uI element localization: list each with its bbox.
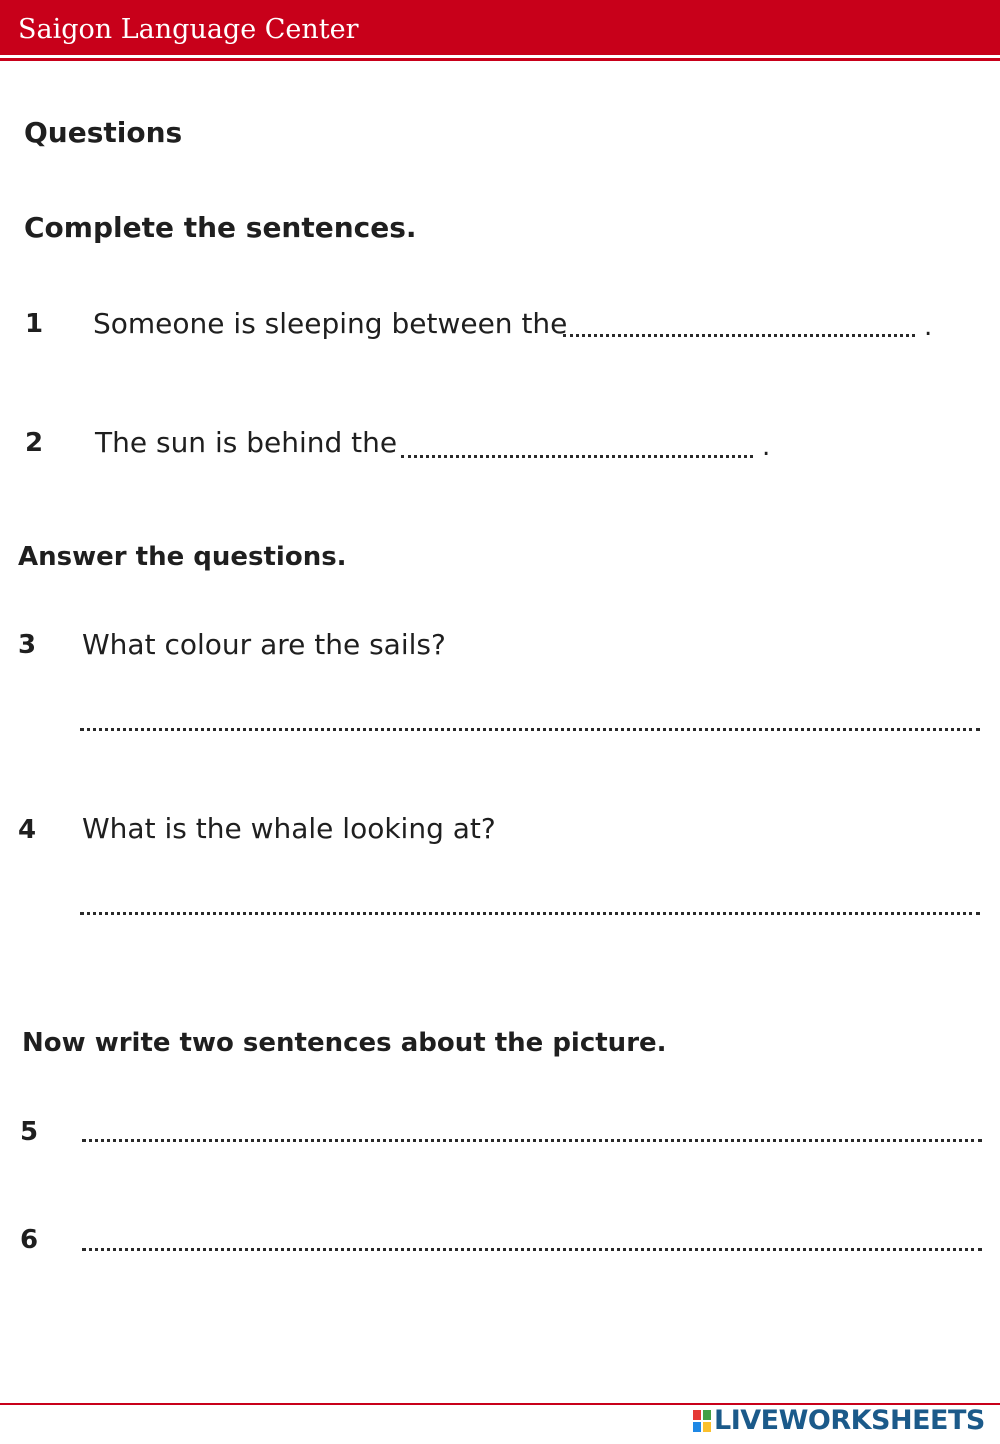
answer-blank-4[interactable]	[80, 912, 980, 915]
item-text: The sun is behind the	[95, 426, 398, 459]
item-number: 5	[20, 1117, 39, 1147]
answer-blank-2[interactable]	[401, 455, 753, 458]
answer-instruction: Answer the questions.	[18, 542, 347, 572]
answer-blank-6[interactable]	[82, 1248, 982, 1251]
item-text: What colour are the sails?	[82, 628, 446, 661]
write-instruction: Now write two sentences about the picture.	[22, 1028, 667, 1058]
item-text: Someone is sleeping between the	[93, 307, 568, 340]
logo-text: LIVEWORKSHEETS	[714, 1405, 985, 1436]
answer-blank-1[interactable]	[563, 334, 915, 337]
item-number: 4	[18, 815, 37, 845]
item-end: .	[762, 432, 771, 462]
answer-blank-5[interactable]	[82, 1139, 982, 1142]
section-title: Questions	[24, 116, 183, 149]
answer-blank-3[interactable]	[80, 728, 980, 731]
header-rule	[0, 58, 1000, 61]
item-text: What is the whale looking at?	[82, 812, 496, 845]
complete-instruction: Complete the sentences.	[24, 211, 417, 244]
item-number: 2	[25, 428, 44, 458]
item-end: .	[924, 312, 933, 342]
item-number: 6	[20, 1225, 39, 1255]
item-number: 3	[18, 630, 37, 660]
liveworksheets-logo-icon	[692, 1409, 712, 1433]
header-bar	[0, 0, 1000, 55]
header-title: Saigon Language Center	[18, 14, 359, 45]
item-number: 1	[25, 309, 44, 339]
